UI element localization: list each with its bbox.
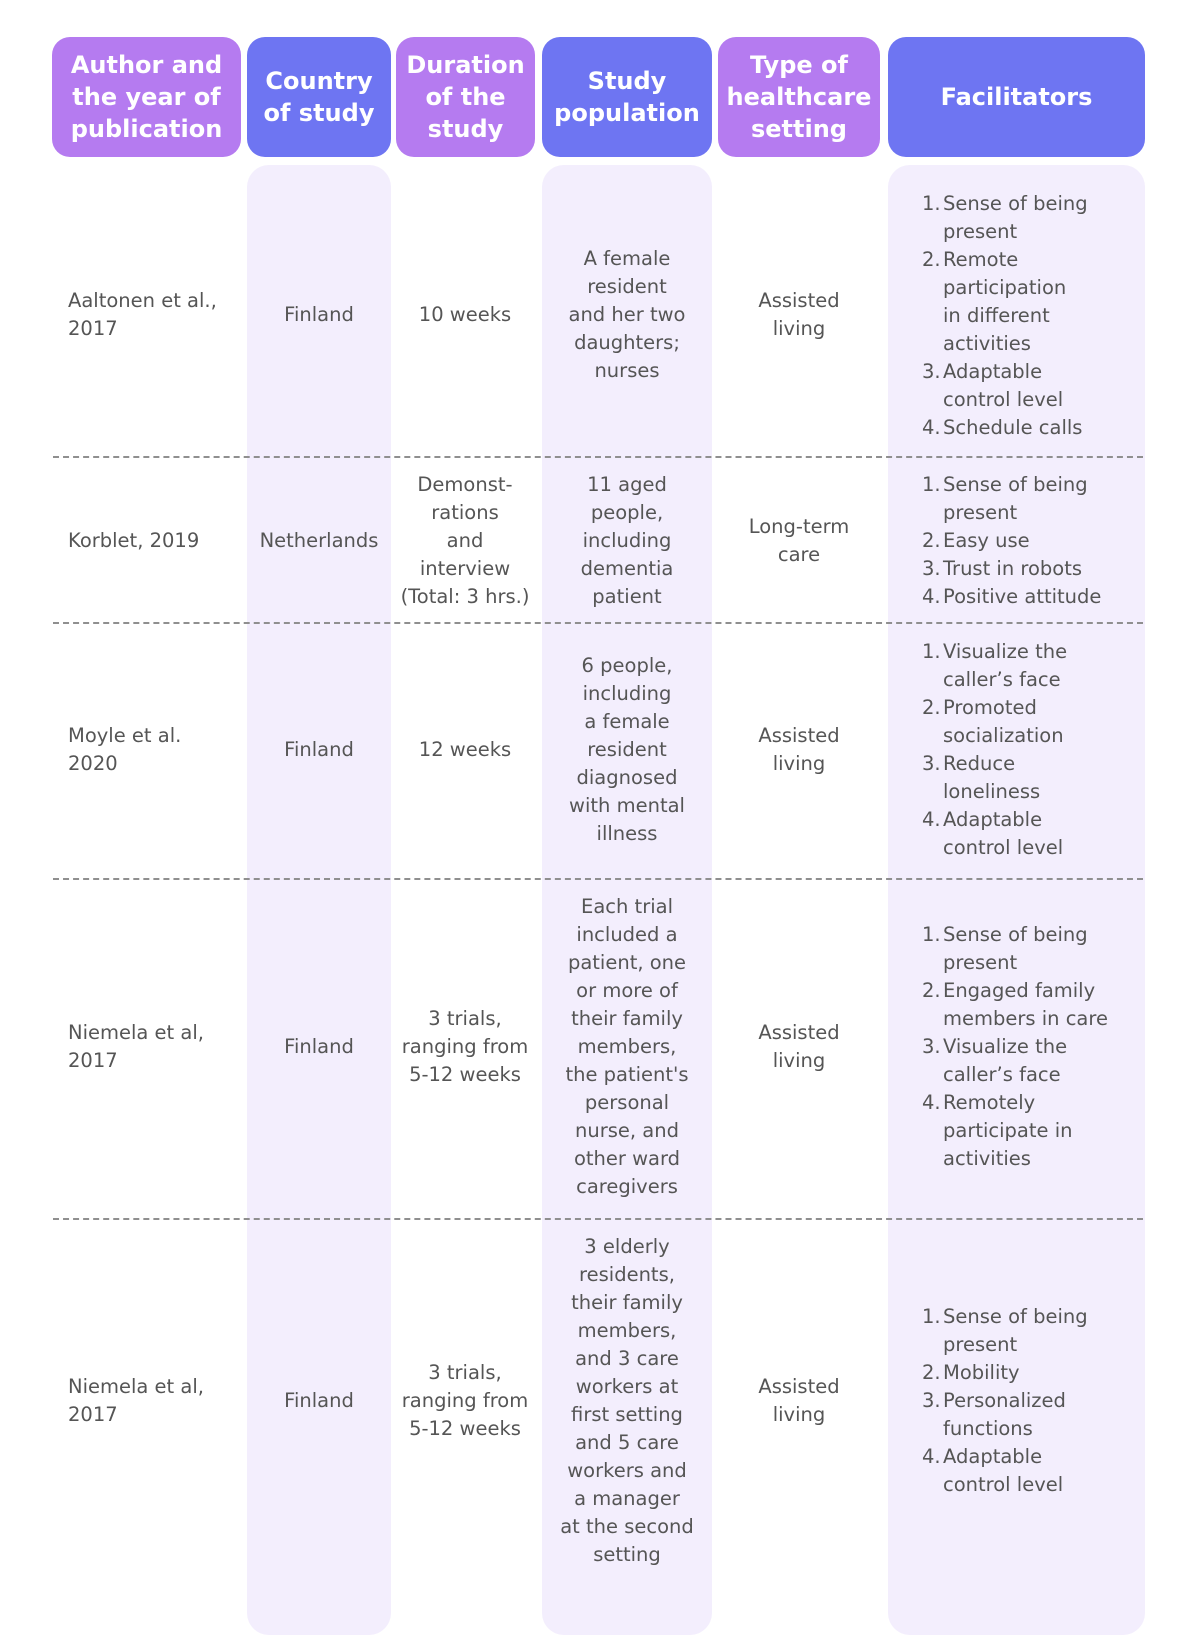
header-population: Study population [542,37,712,157]
cell-population: 6 people, including a female resident diagnosed with mental illness [569,654,685,845]
row-divider [53,622,1143,624]
cell-author: Korblet, 2019 [68,529,200,552]
cell-setting: Assisted living [758,1021,840,1072]
facilitators-list [922,921,1108,1173]
cell-author: Niemela et al, 2017 [68,1021,204,1072]
facilitator-item: 1. Sense of being present [922,1303,1088,1359]
cell-population: 3 elderly residents, their family members, and 3 care workers at first setting and 5 care workers and a manager at the second setting [560,1235,694,1566]
cell-country: Finland [284,738,354,761]
row-divider [53,1218,1143,1220]
facilitator-item: 1. Visualize the caller’s face [922,638,1067,694]
cell-duration: 3 trials, ranging from 5-12 weeks [401,1361,529,1440]
facilitator-item: 2. Engaged family members in care [922,977,1108,1033]
facilitator-item: 3. Visualize the caller’s face [922,1033,1108,1089]
cell-country: Finland [284,1035,354,1058]
cell-facilitators [922,890,1152,1204]
facilitator-item: 1. Sense of being present [922,190,1088,246]
facilitator-item: 2. Promoted socialization [922,694,1067,750]
cell-population: Each trial included a patient, one or more of their family members, the patient's personal nurse, and other ward caregivers [565,895,689,1198]
cell-population: A female resident and her two daughters; nurses [568,247,686,382]
header-country: Country of study [247,37,391,157]
facilitator-item: 2. Remote participation in different activities [922,246,1088,358]
cell-setting: Long-term care [748,515,850,566]
cell-duration: Demonst- rations and interview (Total: 3 hrs.) [400,473,530,608]
row-divider [53,878,1143,880]
cell-country: Finland [284,1389,354,1412]
facilitators-list [922,1303,1088,1499]
facilitator-item: 3. Adaptable control level [922,358,1088,414]
facilitator-item: 3. Reduce loneliness [922,750,1067,806]
header-facilitators: Facilitators [888,37,1145,157]
facilitator-item: 3. Trust in robots [922,555,1101,583]
facilitator-item: 4. Remotely participate in activities [922,1089,1108,1173]
facilitator-item: 4. Adaptable control level [922,1443,1088,1499]
facilitator-item: 1. Sense of being present [922,921,1108,977]
header-setting: Type of healthcare setting [718,37,880,157]
cell-setting: Assisted living [758,289,840,340]
cell-country: Finland [284,303,354,326]
cell-author: Aaltonen et al., 2017 [68,289,217,340]
cell-facilitators [922,466,1152,616]
row-divider [53,456,1143,458]
cell-facilitators [922,636,1152,864]
facilitator-item: 4. Adaptable control level [922,806,1067,862]
facilitator-item: 1. Sense of being present [922,471,1101,527]
facilitator-item: 2. Easy use [922,527,1101,555]
cell-setting: Assisted living [758,724,840,775]
facilitator-item: 4. Schedule calls [922,414,1088,442]
header-duration: Duration of the study [396,37,535,157]
facilitator-item: 3. Personalized functions [922,1387,1088,1443]
cell-duration: 12 weeks [418,738,512,761]
cell-facilitators [922,185,1152,447]
cell-author: Niemela et al, 2017 [68,1375,204,1426]
facilitator-item: 2. Mobility [922,1359,1088,1387]
cell-duration: 10 weeks [418,303,512,326]
cell-facilitators [922,1228,1152,1574]
facilitators-list [922,190,1088,442]
cell-country: Netherlands [259,529,379,552]
cell-duration: 3 trials, ranging from 5-12 weeks [401,1007,529,1086]
cell-setting: Assisted living [758,1375,840,1426]
cell-population: 11 aged people, including dementia patient [580,473,674,608]
header-author: Author and the year of publication [52,37,241,157]
facilitators-list [922,471,1101,611]
facilitator-item: 4. Positive attitude [922,583,1101,611]
facilitators-list [922,638,1067,862]
cell-author: Moyle et al. 2020 [68,724,182,775]
